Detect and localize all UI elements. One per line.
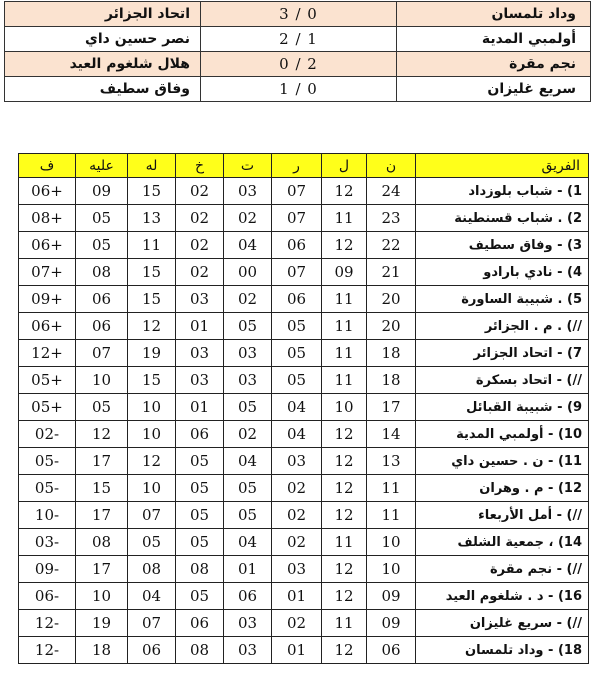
header-goals-for: له (128, 154, 176, 178)
table-row (19, 502, 589, 529)
team-name: 11) - ن . حسين داي (416, 448, 589, 475)
goals-for: 15 (128, 286, 176, 313)
goals-against: 10 (76, 367, 128, 394)
lost: 05 (176, 448, 224, 475)
played: 12 (322, 232, 367, 259)
played: 12 (322, 448, 367, 475)
header-team: الفريق (416, 154, 589, 178)
header-goal-difference: ف (19, 154, 76, 178)
points: 09 (367, 610, 416, 637)
lost: 08 (176, 637, 224, 664)
home-team: سريع غليزان (397, 77, 591, 102)
table-row (19, 286, 589, 313)
standings-table (18, 153, 589, 664)
points: 20 (367, 313, 416, 340)
goal-difference: 09- (19, 556, 76, 583)
header-goals-against: عليه (76, 154, 128, 178)
played: 12 (322, 502, 367, 529)
away-team: اتحاد الجزائر (5, 2, 201, 27)
won: 05 (272, 367, 322, 394)
team-name: 1) - شباب بلوزداد (416, 178, 589, 205)
lost: 01 (176, 394, 224, 421)
goals-for: 10 (128, 421, 176, 448)
goals-for: 15 (128, 367, 176, 394)
points: 23 (367, 205, 416, 232)
header-lost: خ (176, 154, 224, 178)
drawn: 02 (224, 421, 272, 448)
table-row (19, 340, 589, 367)
won: 06 (272, 286, 322, 313)
drawn: 05 (224, 502, 272, 529)
goal-difference: 05- (19, 448, 76, 475)
team-name: 2) . شباب قسنطينة (416, 205, 589, 232)
played: 12 (322, 637, 367, 664)
goals-for: 12 (128, 448, 176, 475)
played: 10 (322, 394, 367, 421)
home-team: وداد تلمسان (397, 2, 591, 27)
header-points: ن (367, 154, 416, 178)
lost: 01 (176, 313, 224, 340)
played: 11 (322, 610, 367, 637)
played: 09 (322, 259, 367, 286)
team-name: 9) - شبيبة القبائل (416, 394, 589, 421)
points: 14 (367, 421, 416, 448)
goals-against: 15 (76, 475, 128, 502)
match-score: 1 / 0 (201, 77, 397, 102)
goals-for: 13 (128, 205, 176, 232)
drawn: 04 (224, 529, 272, 556)
match-score: 3 / 0 (201, 2, 397, 27)
away-team: نصر حسين داي (5, 27, 201, 52)
goals-for: 07 (128, 610, 176, 637)
won: 07 (272, 178, 322, 205)
lost: 05 (176, 475, 224, 502)
points: 18 (367, 367, 416, 394)
won: 07 (272, 205, 322, 232)
goal-difference: 06- (19, 583, 76, 610)
goals-against: 17 (76, 502, 128, 529)
goals-against: 05 (76, 205, 128, 232)
played: 11 (322, 529, 367, 556)
lost: 05 (176, 502, 224, 529)
header-won: ر (272, 154, 322, 178)
goal-difference: 05- (19, 475, 76, 502)
table-row (19, 448, 589, 475)
result-row (5, 2, 591, 27)
points: 11 (367, 475, 416, 502)
team-name: 12) - م . وهران (416, 475, 589, 502)
results-table (4, 1, 591, 102)
goal-difference: 08+ (19, 205, 76, 232)
team-name: //) - نجم مقرة (416, 556, 589, 583)
drawn: 05 (224, 475, 272, 502)
goals-against: 19 (76, 610, 128, 637)
goals-for: 19 (128, 340, 176, 367)
won: 05 (272, 313, 322, 340)
results-body (5, 2, 591, 102)
played: 11 (322, 367, 367, 394)
table-row (19, 313, 589, 340)
team-name: 16) - د . شلغوم العيد (416, 583, 589, 610)
goals-for: 15 (128, 178, 176, 205)
drawn: 01 (224, 556, 272, 583)
goal-difference: 10- (19, 502, 76, 529)
team-name: 3) - وفاق سطيف (416, 232, 589, 259)
goals-for: 08 (128, 556, 176, 583)
won: 05 (272, 340, 322, 367)
played: 12 (322, 583, 367, 610)
goals-against: 08 (76, 529, 128, 556)
team-name: //) - سريع غليزان (416, 610, 589, 637)
drawn: 03 (224, 637, 272, 664)
team-name: 18) - وداد تلمسان (416, 637, 589, 664)
table-row (19, 205, 589, 232)
goal-difference: 06+ (19, 232, 76, 259)
goals-for: 05 (128, 529, 176, 556)
played: 12 (322, 475, 367, 502)
goals-for: 06 (128, 637, 176, 664)
result-row (5, 77, 591, 102)
points: 20 (367, 286, 416, 313)
won: 03 (272, 556, 322, 583)
goal-difference: 12+ (19, 340, 76, 367)
won: 03 (272, 448, 322, 475)
table-row (19, 394, 589, 421)
home-team: أولمبي المدية (397, 27, 591, 52)
goals-for: 11 (128, 232, 176, 259)
standings-body (19, 178, 589, 664)
points: 11 (367, 502, 416, 529)
drawn: 06 (224, 583, 272, 610)
goals-for: 07 (128, 502, 176, 529)
lost: 06 (176, 421, 224, 448)
table-row (19, 529, 589, 556)
drawn: 05 (224, 313, 272, 340)
table-row (19, 583, 589, 610)
drawn: 02 (224, 205, 272, 232)
goal-difference: 12- (19, 610, 76, 637)
goal-difference: 05+ (19, 367, 76, 394)
drawn: 04 (224, 232, 272, 259)
team-name: 5) . شبيبة الساورة (416, 286, 589, 313)
won: 04 (272, 394, 322, 421)
table-row (19, 178, 589, 205)
drawn: 03 (224, 367, 272, 394)
lost: 02 (176, 232, 224, 259)
points: 24 (367, 178, 416, 205)
lost: 02 (176, 178, 224, 205)
drawn: 00 (224, 259, 272, 286)
played: 11 (322, 205, 367, 232)
played: 12 (322, 421, 367, 448)
goal-difference: 06+ (19, 313, 76, 340)
lost: 06 (176, 610, 224, 637)
goals-against: 17 (76, 556, 128, 583)
goal-difference: 03- (19, 529, 76, 556)
goal-difference: 12- (19, 637, 76, 664)
goal-difference: 07+ (19, 259, 76, 286)
drawn: 03 (224, 340, 272, 367)
goals-against: 06 (76, 286, 128, 313)
goals-against: 06 (76, 313, 128, 340)
points: 22 (367, 232, 416, 259)
goal-difference: 09+ (19, 286, 76, 313)
table-row (19, 637, 589, 664)
points: 06 (367, 637, 416, 664)
won: 01 (272, 583, 322, 610)
result-row (5, 27, 591, 52)
table-row (19, 475, 589, 502)
goals-for: 04 (128, 583, 176, 610)
won: 07 (272, 259, 322, 286)
goals-against: 05 (76, 232, 128, 259)
table-row (19, 259, 589, 286)
played: 12 (322, 178, 367, 205)
home-team: نجم مقرة (397, 52, 591, 77)
match-score: 2 / 1 (201, 27, 397, 52)
lost: 03 (176, 367, 224, 394)
header-drawn: ت (224, 154, 272, 178)
points: 09 (367, 583, 416, 610)
table-row (19, 610, 589, 637)
lost: 03 (176, 340, 224, 367)
team-name: //) - أمل الأربعاء (416, 502, 589, 529)
header-played: ل (322, 154, 367, 178)
drawn: 03 (224, 178, 272, 205)
points: 17 (367, 394, 416, 421)
points: 18 (367, 340, 416, 367)
won: 02 (272, 529, 322, 556)
team-name: 7) - اتحاد الجزائر (416, 340, 589, 367)
goals-against: 18 (76, 637, 128, 664)
played: 11 (322, 286, 367, 313)
team-name: 4) - نادي بارادو (416, 259, 589, 286)
result-row (5, 52, 591, 77)
goal-difference: 02- (19, 421, 76, 448)
points: 10 (367, 529, 416, 556)
won: 06 (272, 232, 322, 259)
won: 02 (272, 610, 322, 637)
table-row (19, 556, 589, 583)
goals-against: 05 (76, 394, 128, 421)
lost: 05 (176, 529, 224, 556)
won: 02 (272, 502, 322, 529)
lost: 08 (176, 556, 224, 583)
away-team: هلال شلغوم العيد (5, 52, 201, 77)
standings-header-row (19, 154, 589, 178)
played: 11 (322, 340, 367, 367)
points: 10 (367, 556, 416, 583)
goals-for: 10 (128, 475, 176, 502)
team-name: 14) ، جمعية الشلف (416, 529, 589, 556)
drawn: 04 (224, 448, 272, 475)
drawn: 02 (224, 286, 272, 313)
won: 02 (272, 475, 322, 502)
lost: 05 (176, 583, 224, 610)
goal-difference: 06+ (19, 178, 76, 205)
won: 04 (272, 421, 322, 448)
team-name: //) - اتحاد بسكرة (416, 367, 589, 394)
goals-for: 15 (128, 259, 176, 286)
goal-difference: 05+ (19, 394, 76, 421)
lost: 03 (176, 286, 224, 313)
away-team: وفاق سطيف (5, 77, 201, 102)
played: 12 (322, 556, 367, 583)
table-row (19, 421, 589, 448)
goals-against: 10 (76, 583, 128, 610)
team-name: //) . م . الجزائر (416, 313, 589, 340)
goals-against: 12 (76, 421, 128, 448)
match-score: 0 / 2 (201, 52, 397, 77)
drawn: 03 (224, 610, 272, 637)
played: 11 (322, 313, 367, 340)
won: 01 (272, 637, 322, 664)
table-row (19, 367, 589, 394)
drawn: 05 (224, 394, 272, 421)
points: 21 (367, 259, 416, 286)
goals-against: 08 (76, 259, 128, 286)
lost: 02 (176, 259, 224, 286)
goals-against: 09 (76, 178, 128, 205)
team-name: 10) - أولمبي المدية (416, 421, 589, 448)
goals-against: 07 (76, 340, 128, 367)
points: 13 (367, 448, 416, 475)
goals-for: 12 (128, 313, 176, 340)
goals-against: 17 (76, 448, 128, 475)
table-row (19, 232, 589, 259)
lost: 02 (176, 205, 224, 232)
goals-for: 10 (128, 394, 176, 421)
